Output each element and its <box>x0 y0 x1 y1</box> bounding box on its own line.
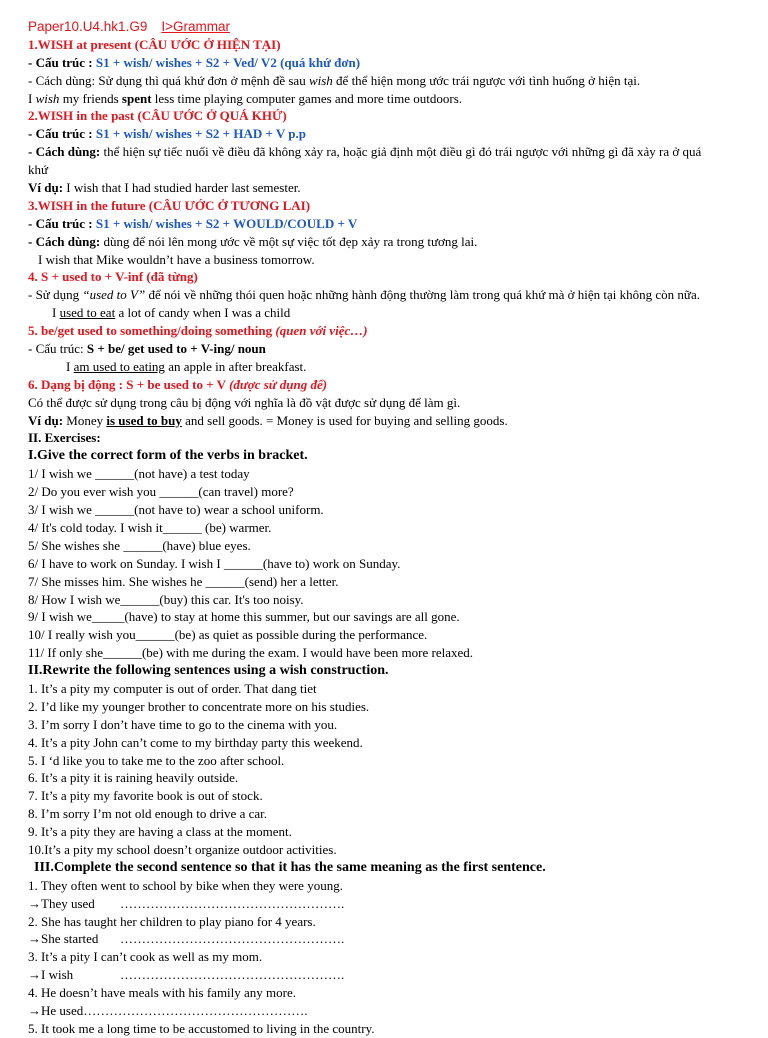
exercise-3-question: 3. It’s a pity I can’t cook as well as my mom. <box>28 949 263 965</box>
answer-blank: ……………………………………………. <box>120 931 345 947</box>
worksheet-header <box>28 18 758 36</box>
exercise-2-item: 7. It’s a pity my favorite book is out of stock. <box>28 788 263 804</box>
exercise-1-item: 1/ I wish we ______(not have) a test today <box>28 466 250 482</box>
grammar-heading: I>Grammar <box>161 19 230 34</box>
wish-past-example: Ví dụ: I wish that I had studied harder last semester. <box>28 180 301 196</box>
used-to-usage: - Sử dụng “used to V” để nói về những thói quen hoặc những hành động thường làm trong quá khứ mà ở hiện tại không còn nữa. <box>28 287 701 303</box>
wish-future-title: 3.WISH in the future (CÂU ƯỚC Ở TƯƠNG LAI) <box>28 197 311 213</box>
wish-past-title: 2.WISH in the past (CÂU ƯỚC Ở QUÁ KHỨ) <box>28 108 287 124</box>
be-used-to-structure: - Cấu trúc: S + be/ get used to + V-ing/ noun <box>28 341 266 357</box>
wish-future-structure: - Cấu trúc : S1 + wish/ wishes + S2 + WOULD/COULD + V <box>28 215 358 231</box>
passive-description: Có thể được sử dụng trong câu bị động với nghĩa là đồ vật được sử dụng để làm gì. <box>28 394 461 410</box>
passive-title: 6. Dạng bị động : S + be used to + V (được sử dụng để) <box>28 376 328 392</box>
wish-present-example: I wish my friends spent less time playing computer games and more time outdoors. <box>28 90 463 106</box>
answer-blank: ……………………………………………. <box>120 967 345 983</box>
be-used-to-example: I am used to eating an apple in after breakfast. <box>66 358 307 374</box>
exercise-1-item: 9/ I wish we_____(have) to stay at home this summer, but our savings are all gone. <box>28 609 460 625</box>
exercise-1-item: 6/ I have to work on Sunday. I wish I ______(have to) work on Sunday. <box>28 555 401 571</box>
exercise-1-item: 5/ She wishes she ______(have) blue eyes. <box>28 537 251 553</box>
wish-past-structure: - Cấu trúc : S1 + wish/ wishes + S2 + HAD + V p.p <box>28 126 307 142</box>
exercise-2-title: II.Rewrite the following sentences using a wish construction. <box>28 663 389 679</box>
exercises-title: II. Exercises: <box>28 430 101 446</box>
exercise-1-item: 8/ How I wish we______(buy) this car. It's too noisy. <box>28 591 304 607</box>
answer-blank: ……………………………………………. <box>83 1002 308 1018</box>
exercise-1-title: I.Give the correct form of the verbs in bracket. <box>28 448 308 464</box>
answer-blank: ……………………………………………. <box>120 895 345 911</box>
paper-code: Paper10.U4.hk1.G9 <box>28 19 148 34</box>
wish-present-structure: - Cấu trúc : S1 + wish/ wishes + S2 + Ved/ V2 (quá khứ đơn) <box>28 54 361 70</box>
exercise-2-item: 6. It’s a pity it is raining heavily outside. <box>28 770 239 786</box>
exercise-1-item: 7/ She misses him. She wishes he ______(send) her a letter. <box>28 573 339 589</box>
wish-present-usage: - Cách dùng: Sử dụng thì quá khứ đơn ở mệnh đề sau wish để thể hiện mong ước trái ngược với tình huống ở hiện tại. <box>28 72 641 88</box>
exercise-2-item: 10.It’s a pity my school doesn’t organize outdoor activities. <box>28 841 337 857</box>
exercise-3-question: 4. He doesn’t have meals with his family any more. <box>28 985 297 1001</box>
passive-example: Ví dụ: Money is used to buy and sell goods. = Money is used for buying and selling goods. <box>28 412 508 428</box>
exercise-2-item: 1. It’s a pity my computer is out of order. That dang tiet <box>28 680 317 696</box>
exercise-3-answer-line: →They used ……………………………………………. <box>28 895 345 911</box>
wish-present-title: 1.WISH at present (CÂU ƯỚC Ở HIỆN TẠI) <box>28 36 281 52</box>
be-used-to-title: 5. be/get used to something/doing something (quen với việc…) <box>28 323 368 339</box>
exercise-3-answer-line: →I wish ……………………………………………. <box>28 967 345 983</box>
exercise-3-question: 5. It took me a long time to be accustomed to living in the country. <box>28 1020 375 1036</box>
exercise-2-item: 5. I ‘d like you to take me to the zoo after school. <box>28 752 285 768</box>
wish-past-usage: - Cách dùng: thể hiện sự tiếc nuối về điều đã không xảy ra, hoặc giả định một điều gì đó trái ngược với những gì đã xảy ra ở quá <box>28 144 702 160</box>
used-to-example: I used to eat a lot of candy when I was a child <box>52 305 291 321</box>
exercise-1-item: 3/ I wish we ______(not have to) wear a school uniform. <box>28 502 324 518</box>
exercise-2-item: 4. It’s a pity John can’t come to my birthday party this weekend. <box>28 734 363 750</box>
wish-future-example: I wish that Mike wouldn’t have a business tomorrow. <box>38 251 315 267</box>
exercise-2-item: 2. I’d like my younger brother to concentrate more on his studies. <box>28 698 370 714</box>
worksheet <box>28 18 758 1038</box>
wish-past-usage-cont: khứ <box>28 162 49 178</box>
exercise-3-question: 1. They often went to school by bike when they were young. <box>28 877 343 893</box>
exercise-1-item: 11/ If only she______(be) with me during the exam. I would have been more relaxed. <box>28 645 473 661</box>
exercise-3-question: 2. She has taught her children to play piano for 4 years. <box>28 913 316 929</box>
exercise-1-item: 2/ Do you ever wish you ______(can travel) more? <box>28 484 294 500</box>
exercise-2-item: 3. I’m sorry I don’t have time to go to the cinema with you. <box>28 716 338 732</box>
wish-future-usage: - Cách dùng: dùng để nói lên mong ước về một sự việc tốt đẹp xảy ra trong tương lai. <box>28 233 478 249</box>
exercise-3-answer-line: →He used……………………………………………. <box>28 1002 308 1018</box>
exercise-2-item: 9. It’s a pity they are having a class at the moment. <box>28 824 292 840</box>
exercise-1-item: 4/ It's cold today. I wish it______ (be) warmer. <box>28 519 272 535</box>
exercise-1-item: 10/ I really wish you______(be) as quiet as possible during the performance. <box>28 627 428 643</box>
used-to-title: 4. S + used to + V-inf (đã từng) <box>28 269 198 285</box>
exercise-3-answer-line: →She started ……………………………………………. <box>28 931 345 947</box>
exercise-3-title: III.Complete the second sentence so that it has the same meaning as the first sentence. <box>34 859 546 875</box>
exercise-2-item: 8. I’m sorry I’m not old enough to drive a car. <box>28 806 267 822</box>
